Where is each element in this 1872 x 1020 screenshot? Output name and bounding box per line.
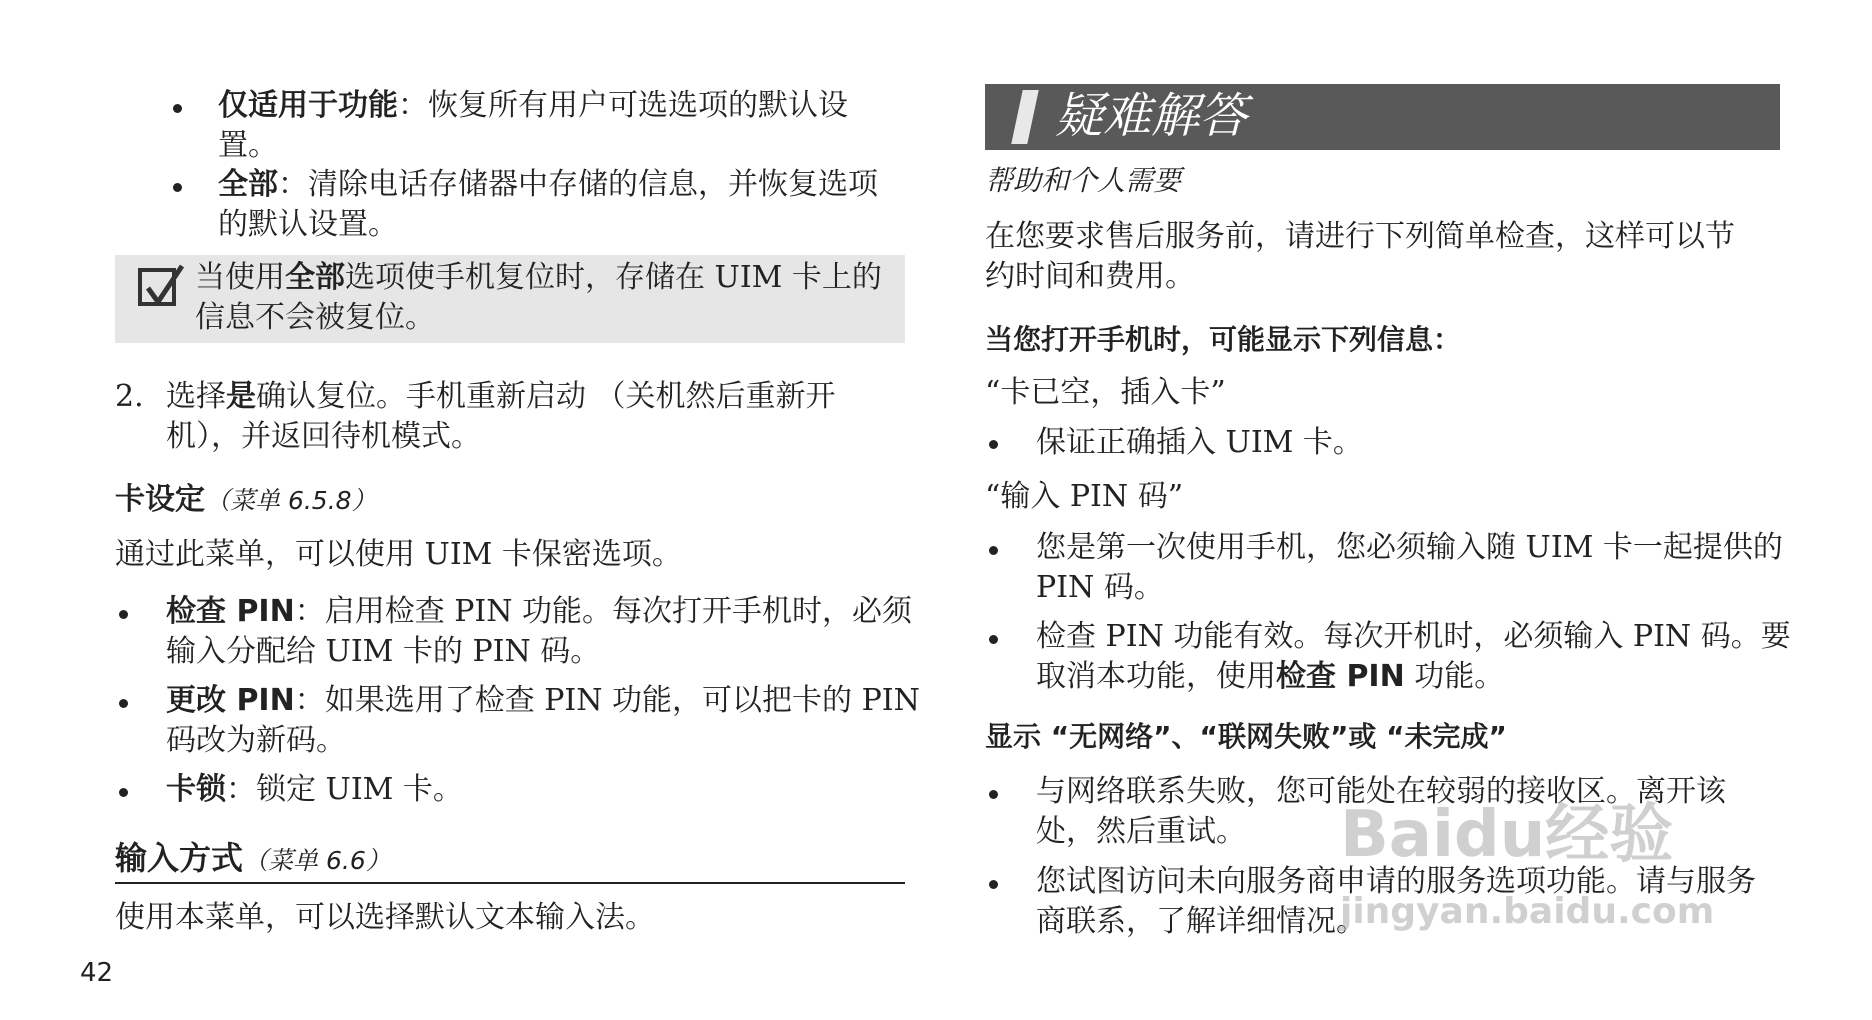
card-setting-desc: 通过此菜单，可以使用 UIM 卡保密选项。 [115, 537, 682, 572]
input-method-desc: 使用本菜单，可以选择默认文本输入法。 [115, 900, 655, 935]
section-title-bar [985, 84, 1780, 150]
watermark-brand: Baidu经验 [1340, 798, 1674, 872]
bullet-item-functions-only: 仅适用于功能：恢复所有用户可选选项的默认设 [218, 88, 848, 123]
bullet-dot [119, 788, 128, 797]
list-item: 检查 PIN 功能有效。每次开机时，必须输入 PIN 码。要 [1036, 619, 1791, 654]
note-text-cont: 信息不会被复位。 [195, 300, 435, 335]
list-item-cont: PIN 码。 [1036, 570, 1164, 605]
list-item-cont: 商联系，了解详细情况。 [1036, 904, 1366, 939]
card-setting-heading [115, 480, 377, 521]
list-item-change-pin: 更改 PIN：如果选用了检查 PIN 功能，可以把卡的 PIN [166, 683, 920, 718]
bullet-text: 清除电话存储器中存储的信息，并恢复选项 [308, 167, 878, 202]
list-item-cont: 处，然后重试。 [1036, 814, 1246, 849]
bar-stripe [1011, 90, 1038, 144]
bullet-dot [173, 183, 182, 192]
bullet-dot [989, 440, 998, 449]
bullet-text-cont: 的默认设置。 [218, 207, 398, 242]
bullet-dot [989, 790, 998, 799]
list-item-cont: 码改为新码。 [166, 723, 346, 758]
list-item: 您是第一次使用手机，您必须输入随 UIM 卡一起提供的 [1036, 530, 1783, 565]
item-label: 更改 PIN [166, 683, 295, 718]
bullet-dot [119, 610, 128, 619]
bullet-dot [989, 546, 998, 555]
step-number: 2. [115, 379, 144, 414]
step-text: 选择是确认复位。手机重新启动 （关机然后重新开 [166, 379, 836, 414]
list-item: 与网络联系失败，您可能处在较弱的接收区。离开该 [1036, 774, 1726, 809]
item-label: 卡锁 [166, 772, 226, 807]
heading-network-messages: 显示 “无网络”、“联网失败”或 “未完成” [985, 720, 1507, 753]
bullet-dot [173, 104, 182, 113]
bullet-dot [119, 699, 128, 708]
note-text: 当使用全部选项使手机复位时，存储在 UIM 卡上的 [195, 260, 882, 295]
heading-power-on-messages: 当您打开手机时，可能显示下列信息： [985, 323, 1462, 356]
step-text-cont: 机），并返回待机模式。 [166, 419, 481, 454]
bullet-text-cont: 置。 [218, 128, 278, 163]
input-method-heading [115, 838, 391, 881]
section-title: 疑难解答 [1055, 88, 1248, 144]
intro-text-cont: 约时间和费用。 [985, 259, 1195, 294]
watermark-url: jingyan.baidu.com [1340, 891, 1715, 932]
bullet-dot [989, 635, 998, 644]
bullet-text: 恢复所有用户可选选项的默认设 [428, 88, 848, 123]
heading-title: 输入方式 [115, 839, 244, 877]
section-subtitle: 帮助和个人需要 [985, 164, 1182, 197]
message-card-empty: “卡已空，插入卡” [985, 375, 1226, 410]
menu-ref: （菜单 6.6） [243, 846, 391, 875]
bullet-item-all: 全部：清除电话存储器中存储的信息，并恢复选项 [218, 167, 878, 202]
checkmark-icon [138, 268, 176, 306]
menu-ref: （菜单 6.5.8） [205, 486, 377, 515]
page-number: 42 [80, 958, 114, 988]
bullet-dot [989, 880, 998, 889]
heading-rule [115, 882, 905, 884]
list-item-cont: 输入分配给 UIM 卡的 PIN 码。 [166, 634, 601, 669]
list-item: 保证正确插入 UIM 卡。 [1036, 425, 1363, 460]
bullet-label: 全部 [218, 167, 278, 202]
list-item-check-pin: 检查 PIN：启用检查 PIN 功能。每次打开手机时，必须 [166, 594, 913, 629]
message-enter-pin: “输入 PIN 码” [985, 479, 1184, 514]
list-item: 您试图访问未向服务商申请的服务选项功能。请与服务 [1036, 864, 1756, 899]
intro-text: 在您要求售后服务前，请进行下列简单检查，这样可以节 [985, 219, 1735, 254]
list-item-cont: 取消本功能，使用检查 PIN 功能。 [1036, 659, 1505, 694]
bullet-label: 仅适用于功能 [218, 88, 398, 123]
item-label: 检查 PIN [166, 594, 295, 629]
list-item-card-lock: 卡锁：锁定 UIM 卡。 [166, 772, 463, 807]
heading-title: 卡设定 [115, 482, 205, 517]
